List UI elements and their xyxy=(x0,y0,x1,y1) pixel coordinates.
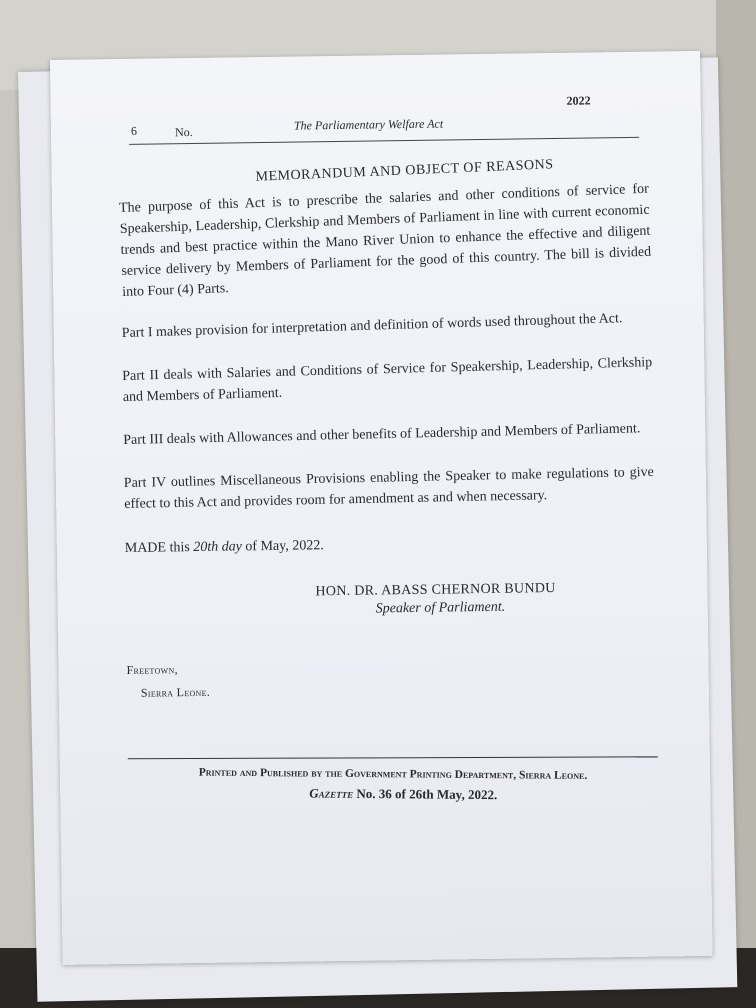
signatory-title: Speaker of Parliament. xyxy=(375,599,506,617)
place-city: Freetown, xyxy=(126,662,178,677)
memorandum-paragraph: Part IV outlines Miscellaneous Provisions enabling the Speaker to make regulations to give effect to this Act and provides room for amendment as and when necessary. xyxy=(123,464,654,513)
gazette-line xyxy=(128,784,658,805)
header-rule xyxy=(129,137,639,145)
memorandum-paragraph: The purpose of this Act is to prescribe the salaries and other conditions of service for Speakership, Leadership, Clerkship and Members of Parliament in line with current economic trends and best practice within the Mano River Union to enhance the effective and diligent service delivery by Members of Parliament for the good of this country. The bill is divided into Four (4) Parts. xyxy=(118,181,652,300)
memorandum-paragraph: Part II deals with Salaries and Conditions of Service for Speakership, Leadership, Clerkship and Members of Parliament. xyxy=(122,355,653,406)
made-prefix: MADE this xyxy=(124,540,190,557)
memorandum-paragraph: Part III deals with Allowances and other benefits of Leadership and Members of Parliament. xyxy=(123,421,641,449)
gazette-page xyxy=(50,51,713,965)
year: 2022 xyxy=(566,93,591,108)
page-number: 6 xyxy=(130,123,138,138)
place-block xyxy=(126,656,656,701)
signatory-block xyxy=(125,580,655,621)
footer-rule xyxy=(128,756,658,759)
act-title: The Parliamentary Welfare Act xyxy=(293,116,444,133)
made-date: 20th day xyxy=(193,539,242,556)
memorandum-paragraph: Part I makes provision for interpretation and definition of words used throughout the Act. xyxy=(121,311,623,342)
place-country: Sierra Leone. xyxy=(140,684,211,700)
page-content xyxy=(118,93,659,806)
made-line xyxy=(125,534,655,557)
gazette-label: Gazette xyxy=(309,785,354,801)
memorandum-heading: MEMORANDUM AND OBJECT OF REASONS xyxy=(255,157,554,185)
gazette-details: No. 36 of 26th May, 2022. xyxy=(356,785,498,803)
signatory-name: HON. DR. ABASS CHERNOR BUNDU xyxy=(315,580,556,600)
number-label: No. xyxy=(174,125,193,140)
made-suffix: of May, 2022. xyxy=(245,538,324,555)
publisher-line: Printed and Published by the Government Printing Department, Sierra Leone. xyxy=(198,766,588,782)
running-header xyxy=(119,93,649,140)
